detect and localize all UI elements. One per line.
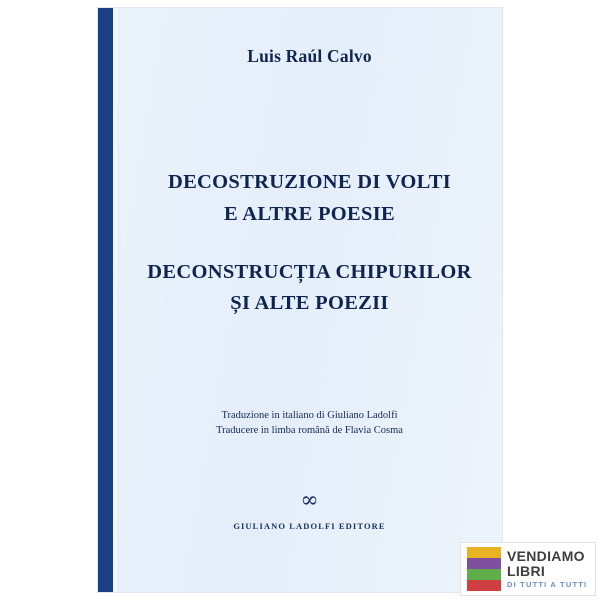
title-italian-line-2: E ALTRE POESIE	[224, 202, 395, 225]
title-romanian	[117, 257, 502, 321]
cover-content	[117, 8, 502, 592]
cover-spine-band	[98, 8, 113, 592]
title-italian	[117, 167, 502, 231]
title-romanian-line-2: ȘI ALTE POEZII	[230, 292, 389, 315]
watermark-color-bars-icon	[467, 547, 501, 591]
title-romanian-line-1: DECONSTRUCȚIA CHIPURILOR	[147, 260, 472, 283]
watermark-line-2: LIBRI	[507, 563, 546, 580]
publisher-name: GIULIANO LADOLFI EDITORE	[233, 521, 386, 531]
watermark-text	[507, 549, 587, 588]
watermark-line-3: DI TUTTI A TUTTI	[507, 579, 588, 589]
title-italian-line-1: DECOSTRUZIONE DI VOLTI	[167, 171, 452, 193]
translator-line-2: Traducere in limba română de Flavia Cosma	[216, 425, 403, 437]
vendiamolibri-watermark	[460, 542, 596, 596]
translator-line-1: Traduzione in italiano di Giuliano Ladolfi	[221, 410, 398, 421]
title-block	[117, 167, 502, 320]
author-name: Luis Raúl Calvo	[247, 46, 372, 66]
publisher-mark	[117, 490, 502, 531]
watermark-line-1: VENDIAMO	[507, 548, 585, 565]
translator-credits	[117, 408, 502, 438]
publisher-logo-icon: ∞	[300, 488, 319, 513]
book-cover	[98, 8, 502, 592]
